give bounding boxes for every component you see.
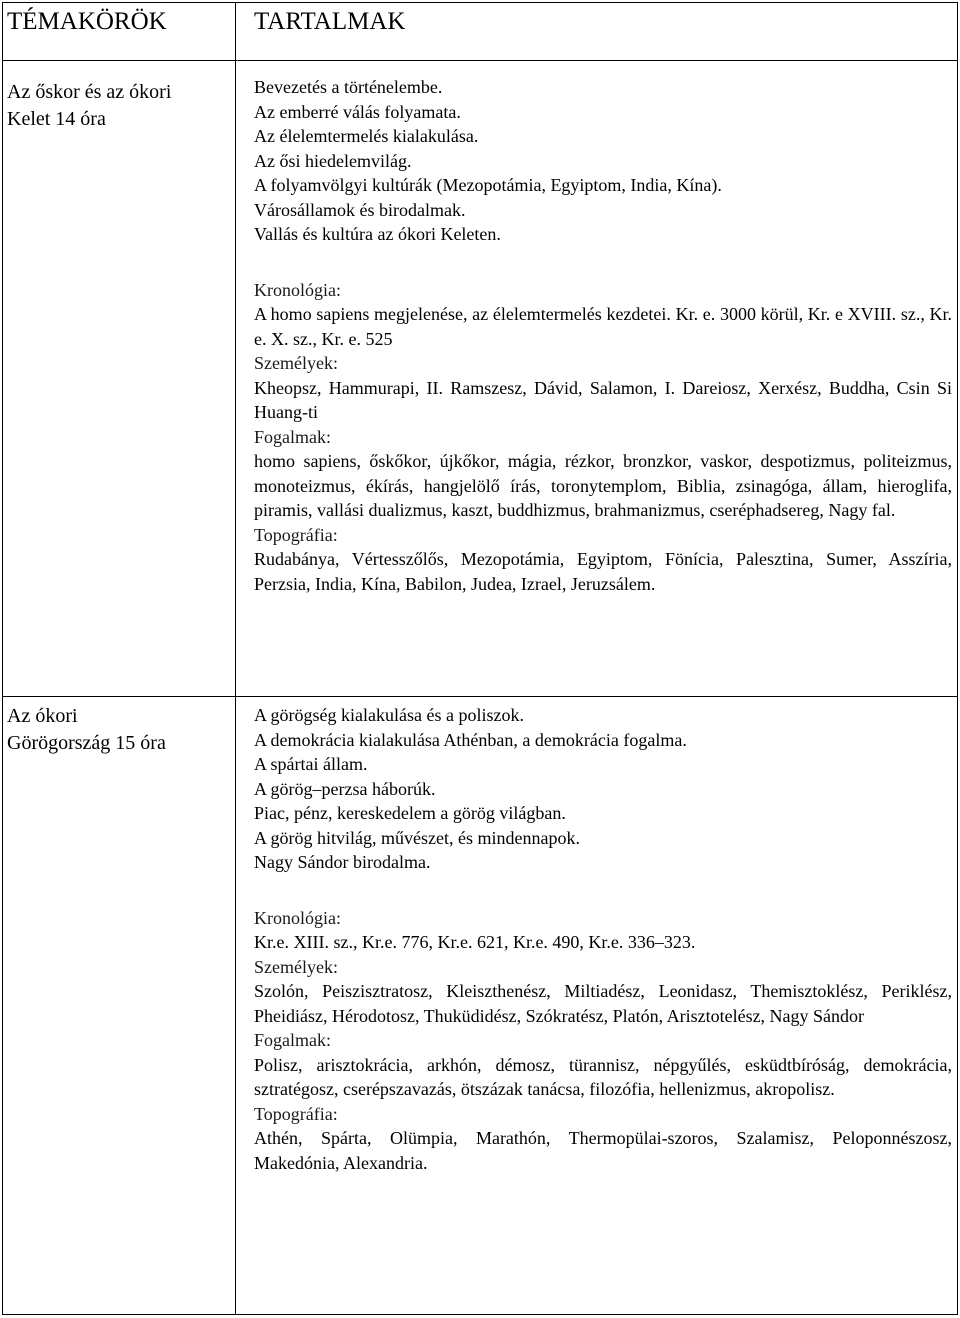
content-item: Nagy Sándor birodalma. — [254, 852, 431, 872]
content-item: Az ősi hiedelemvilág. — [254, 150, 412, 171]
topic-cell — [3, 61, 236, 697]
header-contents: TARTALMAK — [236, 3, 958, 61]
concepts-text: Polisz, arisztokrácia, arkhón, démosz, türannisz, népgyűlés, esküdtbíróság, demokrácia, sztratégosz, cserépszavazás, ötszázak tanácsa, filozófia, hellenizmus, akropolisz. — [254, 1054, 952, 1099]
chronology-label: Kronológia: — [254, 907, 341, 928]
content-item: Bevezetés a történelembe. — [254, 77, 443, 97]
chronology-text: A homo sapiens megjelenése, az élelemtermelés kezdetei. Kr. e. 3000 körül, Kr. e XVIII. sz., Kr. e. X. sz., Kr. e. 525 — [254, 304, 952, 349]
section-row-ancient-greece — [3, 697, 958, 1315]
header-topics: TÉMAKÖRÖK — [3, 3, 236, 61]
persons-text: Kheopsz, Hammurapi, II. Ramszesz, Dávid, Salamon, I. Dareiosz, Xerxész, Buddha, Csin Si Huang-ti — [254, 377, 952, 422]
curriculum-table — [2, 2, 958, 1315]
content-item: A spártai állam. — [254, 754, 368, 774]
topic-line: Kelet 14 óra — [7, 108, 106, 130]
topography-label: Topográfia: — [254, 524, 338, 545]
topography-text: Athén, Spárta, Olümpia, Marathón, Thermopülai-szoros, Szalamisz, Peloponnészosz, Makedónia, Alexandria. — [254, 1128, 952, 1173]
content-item: A görög hitvilág, művészet, és mindennapok. — [254, 827, 580, 848]
persons-text: Szolón, Peiszisztratosz, Kleiszthenész, Miltiadész, Leonidasz, Themisztoklész, Periklész, Pheidiász, Hérodotosz, Thuküdidész, Szókratész, Platón, Arisztotelész, Nagy Sándor — [254, 981, 952, 1026]
content-item: Az élelemtermelés kialakulása. — [254, 126, 479, 146]
section-row-ancient-east — [3, 61, 958, 697]
chronology-label: Kronológia: — [254, 279, 341, 300]
content-item: A demokrácia kialakulása Athénban, a demokrácia fogalma. — [254, 729, 687, 750]
header-row — [3, 3, 958, 61]
content-item: Városállamok és birodalmak. — [254, 199, 466, 220]
topic-line: Az őskor és az ókori — [7, 81, 172, 103]
concepts-text: homo sapiens, őskőkor, újkőkor, mágia, rézkor, bronzkor, vaskor, despotizmus, politeizmus, monoteizmus, ékírás, hangjelölő írás, toronytemplom, Biblia, zsinagóga, állam, hieroglifa, piramis, vallási dualizmus, kaszt, buddhizmus, brahmanizmus, cseréphadsereg, Nagy fal. — [254, 451, 952, 520]
persons-label: Személyek: — [254, 956, 338, 977]
content-cell — [236, 61, 958, 697]
content-item: A görögség kialakulása és a poliszok. — [254, 705, 524, 725]
topic-cell — [3, 697, 236, 1315]
content-item: A folyamvölgyi kultúrák (Mezopotámia, Egyiptom, India, Kína). — [254, 175, 722, 195]
content-item: Az emberré válás folyamata. — [254, 101, 461, 122]
content-cell — [236, 697, 958, 1315]
topography-text: Rudabánya, Vértesszőlős, Mezopotámia, Egyiptom, Fönícia, Palesztina, Sumer, Asszíria, Perzsia, India, Kína, Babilon, Judea, Izrael, Jeruzsálem. — [254, 549, 952, 594]
topic-line: Az ókori — [7, 705, 78, 727]
content-item: Vallás és kultúra az ókori Keleten. — [254, 224, 501, 244]
chronology-text: Kr.e. XIII. sz., Kr.e. 776, Kr.e. 621, Kr.e. 490, Kr.e. 336–323. — [254, 932, 696, 952]
content-item: A görög–perzsa háborúk. — [254, 778, 436, 799]
persons-label: Személyek: — [254, 353, 338, 373]
topic-line: Görögország 15 óra — [7, 732, 166, 754]
topography-label: Topográfia: — [254, 1103, 338, 1124]
concepts-label: Fogalmak: — [254, 1030, 331, 1050]
content-item: Piac, pénz, kereskedelem a görög világban. — [254, 803, 566, 823]
concepts-label: Fogalmak: — [254, 426, 331, 447]
